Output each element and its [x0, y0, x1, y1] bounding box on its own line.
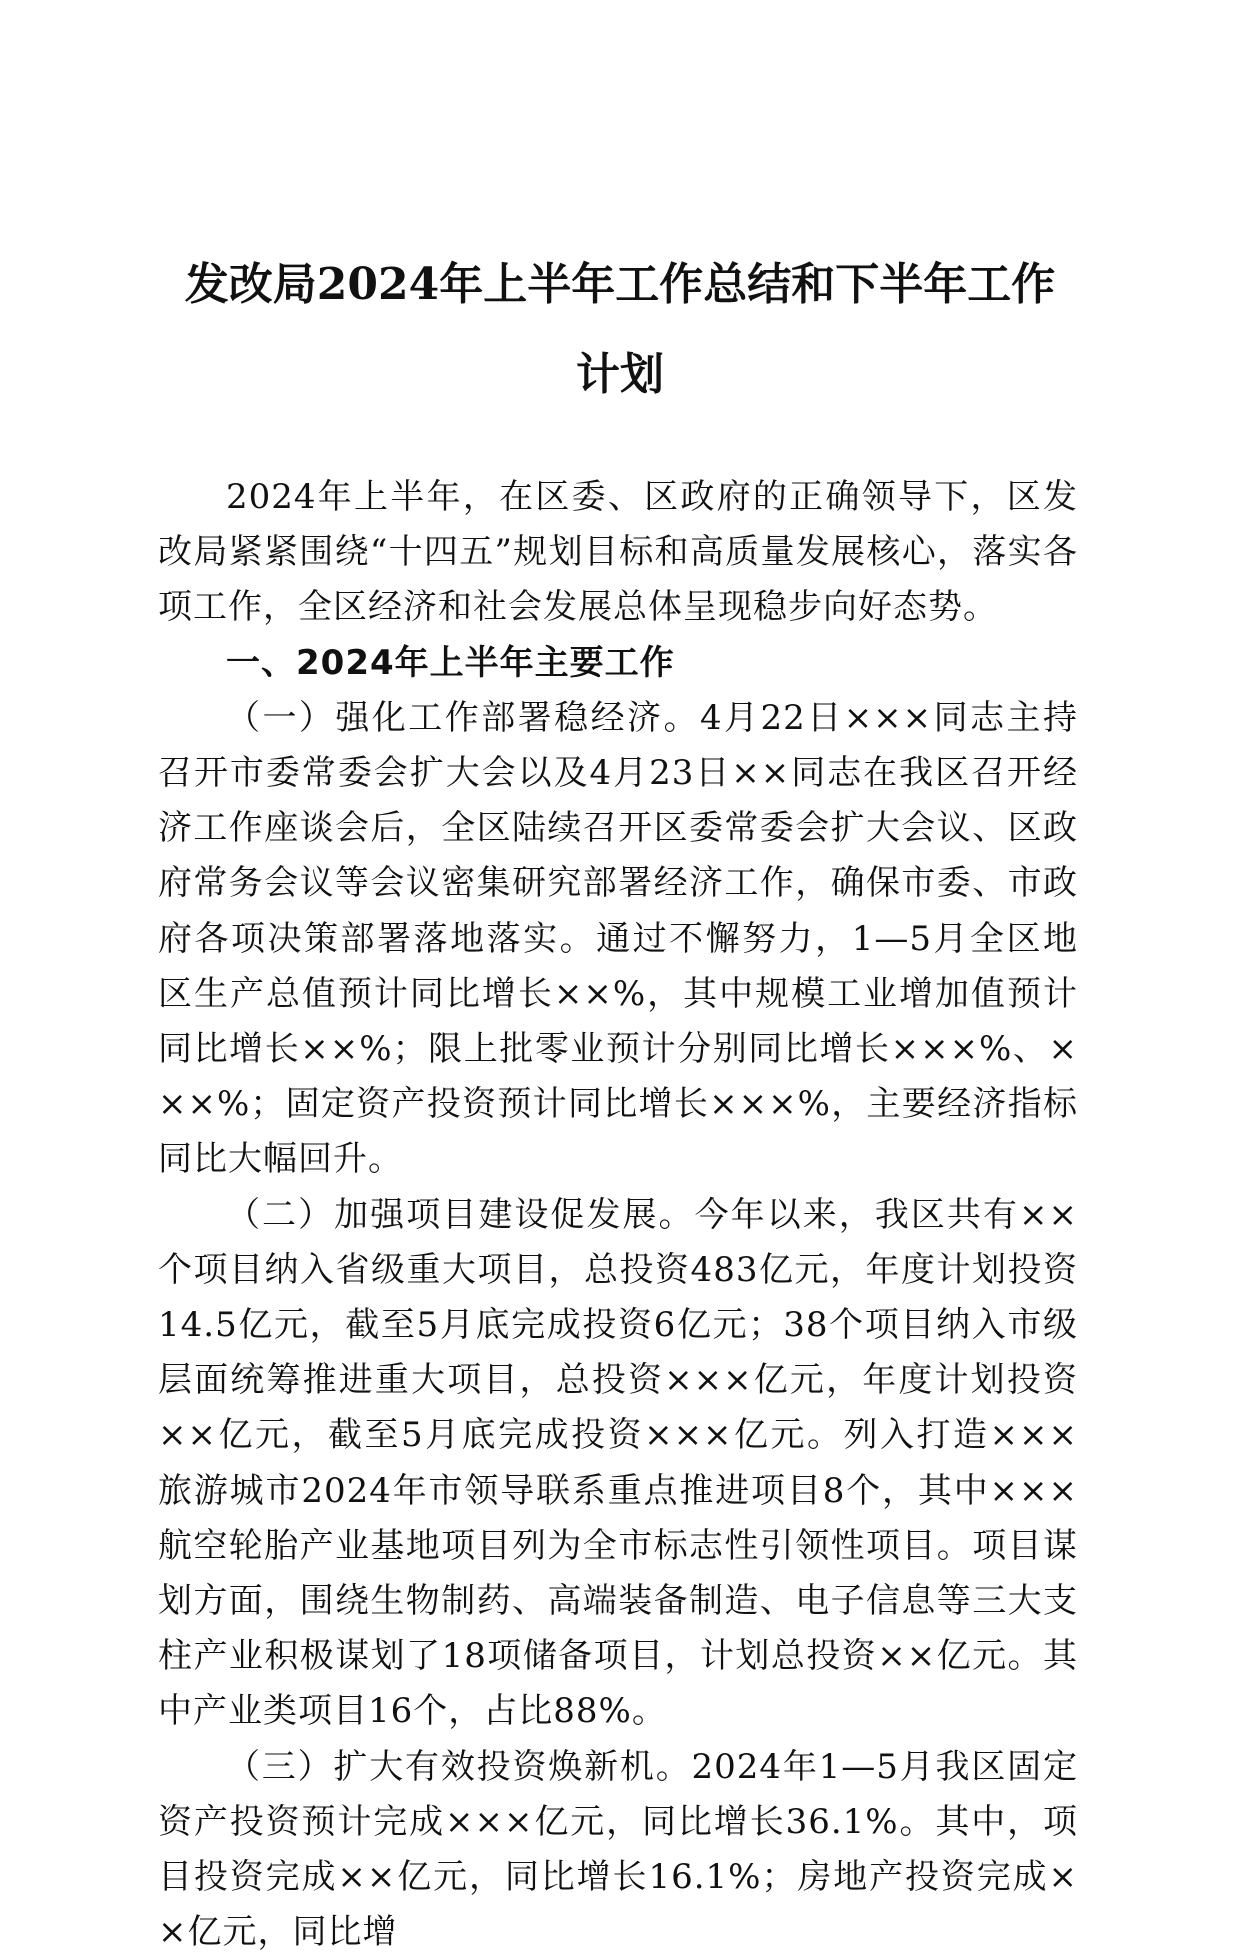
document-title-line-2: 计划	[576, 349, 664, 400]
paragraph-1: （一）强化工作部署稳经济。4月22日×××同志主持召开市委常委会扩大会以及4月23日××同志在我区召开经济工作座谈会后，全区陆续召开区委常委会扩大会议、区政府常务会议等会议密集研究部署经济工作，确保市委、市政府各项决策部署落地落实。通过不懈努力，1—5月全区地区生产总值预计同比增长××%，其中规模工业增加值预计同比增长××%；限上批零业预计分别同比增长×××%、×××%；固定资产投资预计同比增长×××%，主要经济指标同比大幅回升。	[158, 697, 1078, 1180]
paragraph-2: （二）加强项目建设促发展。今年以来，我区共有××个项目纳入省级重大项目，总投资483亿元，年度计划投资14.5亿元，截至5月底完成投资6亿元；38个项目纳入市级层面统筹推进重大项目，总投资×××亿元，年度计划投资××亿元，截至5月底完成投资×××亿元。列入打造×××旅游城市2024年市领导联系重点推进项目8个，其中×××航空轮胎产业基地项目列为全市标志性引领性项目。项目谋划方面，围绕生物制药、高端装备制造、电子信息等三大支柱产业积极谋划了18项储备项目，计划总投资××亿元。其中产业类项目16个，占比88%。	[158, 1194, 1078, 1732]
document-body	[158, 470, 1078, 1960]
document-title-line-1: 发改局2024年上半年工作总结和下半年工作	[184, 259, 1056, 310]
intro-paragraph: 2024年上半年，在区委、区政府的正确领导下，区发改局紧紧围绕“十四五”规划目标和高质量发展核心，落实各项工作，全区经济和社会发展总体呈现稳步向好态势。	[158, 477, 1078, 628]
paragraph-3: （三）扩大有效投资焕新机。2024年1—5月我区固定资产投资预计完成×××亿元，同比增长36.1%。其中，项目投资完成××亿元，同比增长16.1%；房地产投资完成××亿元，同比增	[158, 1746, 1078, 1953]
section-heading-1: 一、2024年上半年主要工作	[226, 642, 675, 683]
